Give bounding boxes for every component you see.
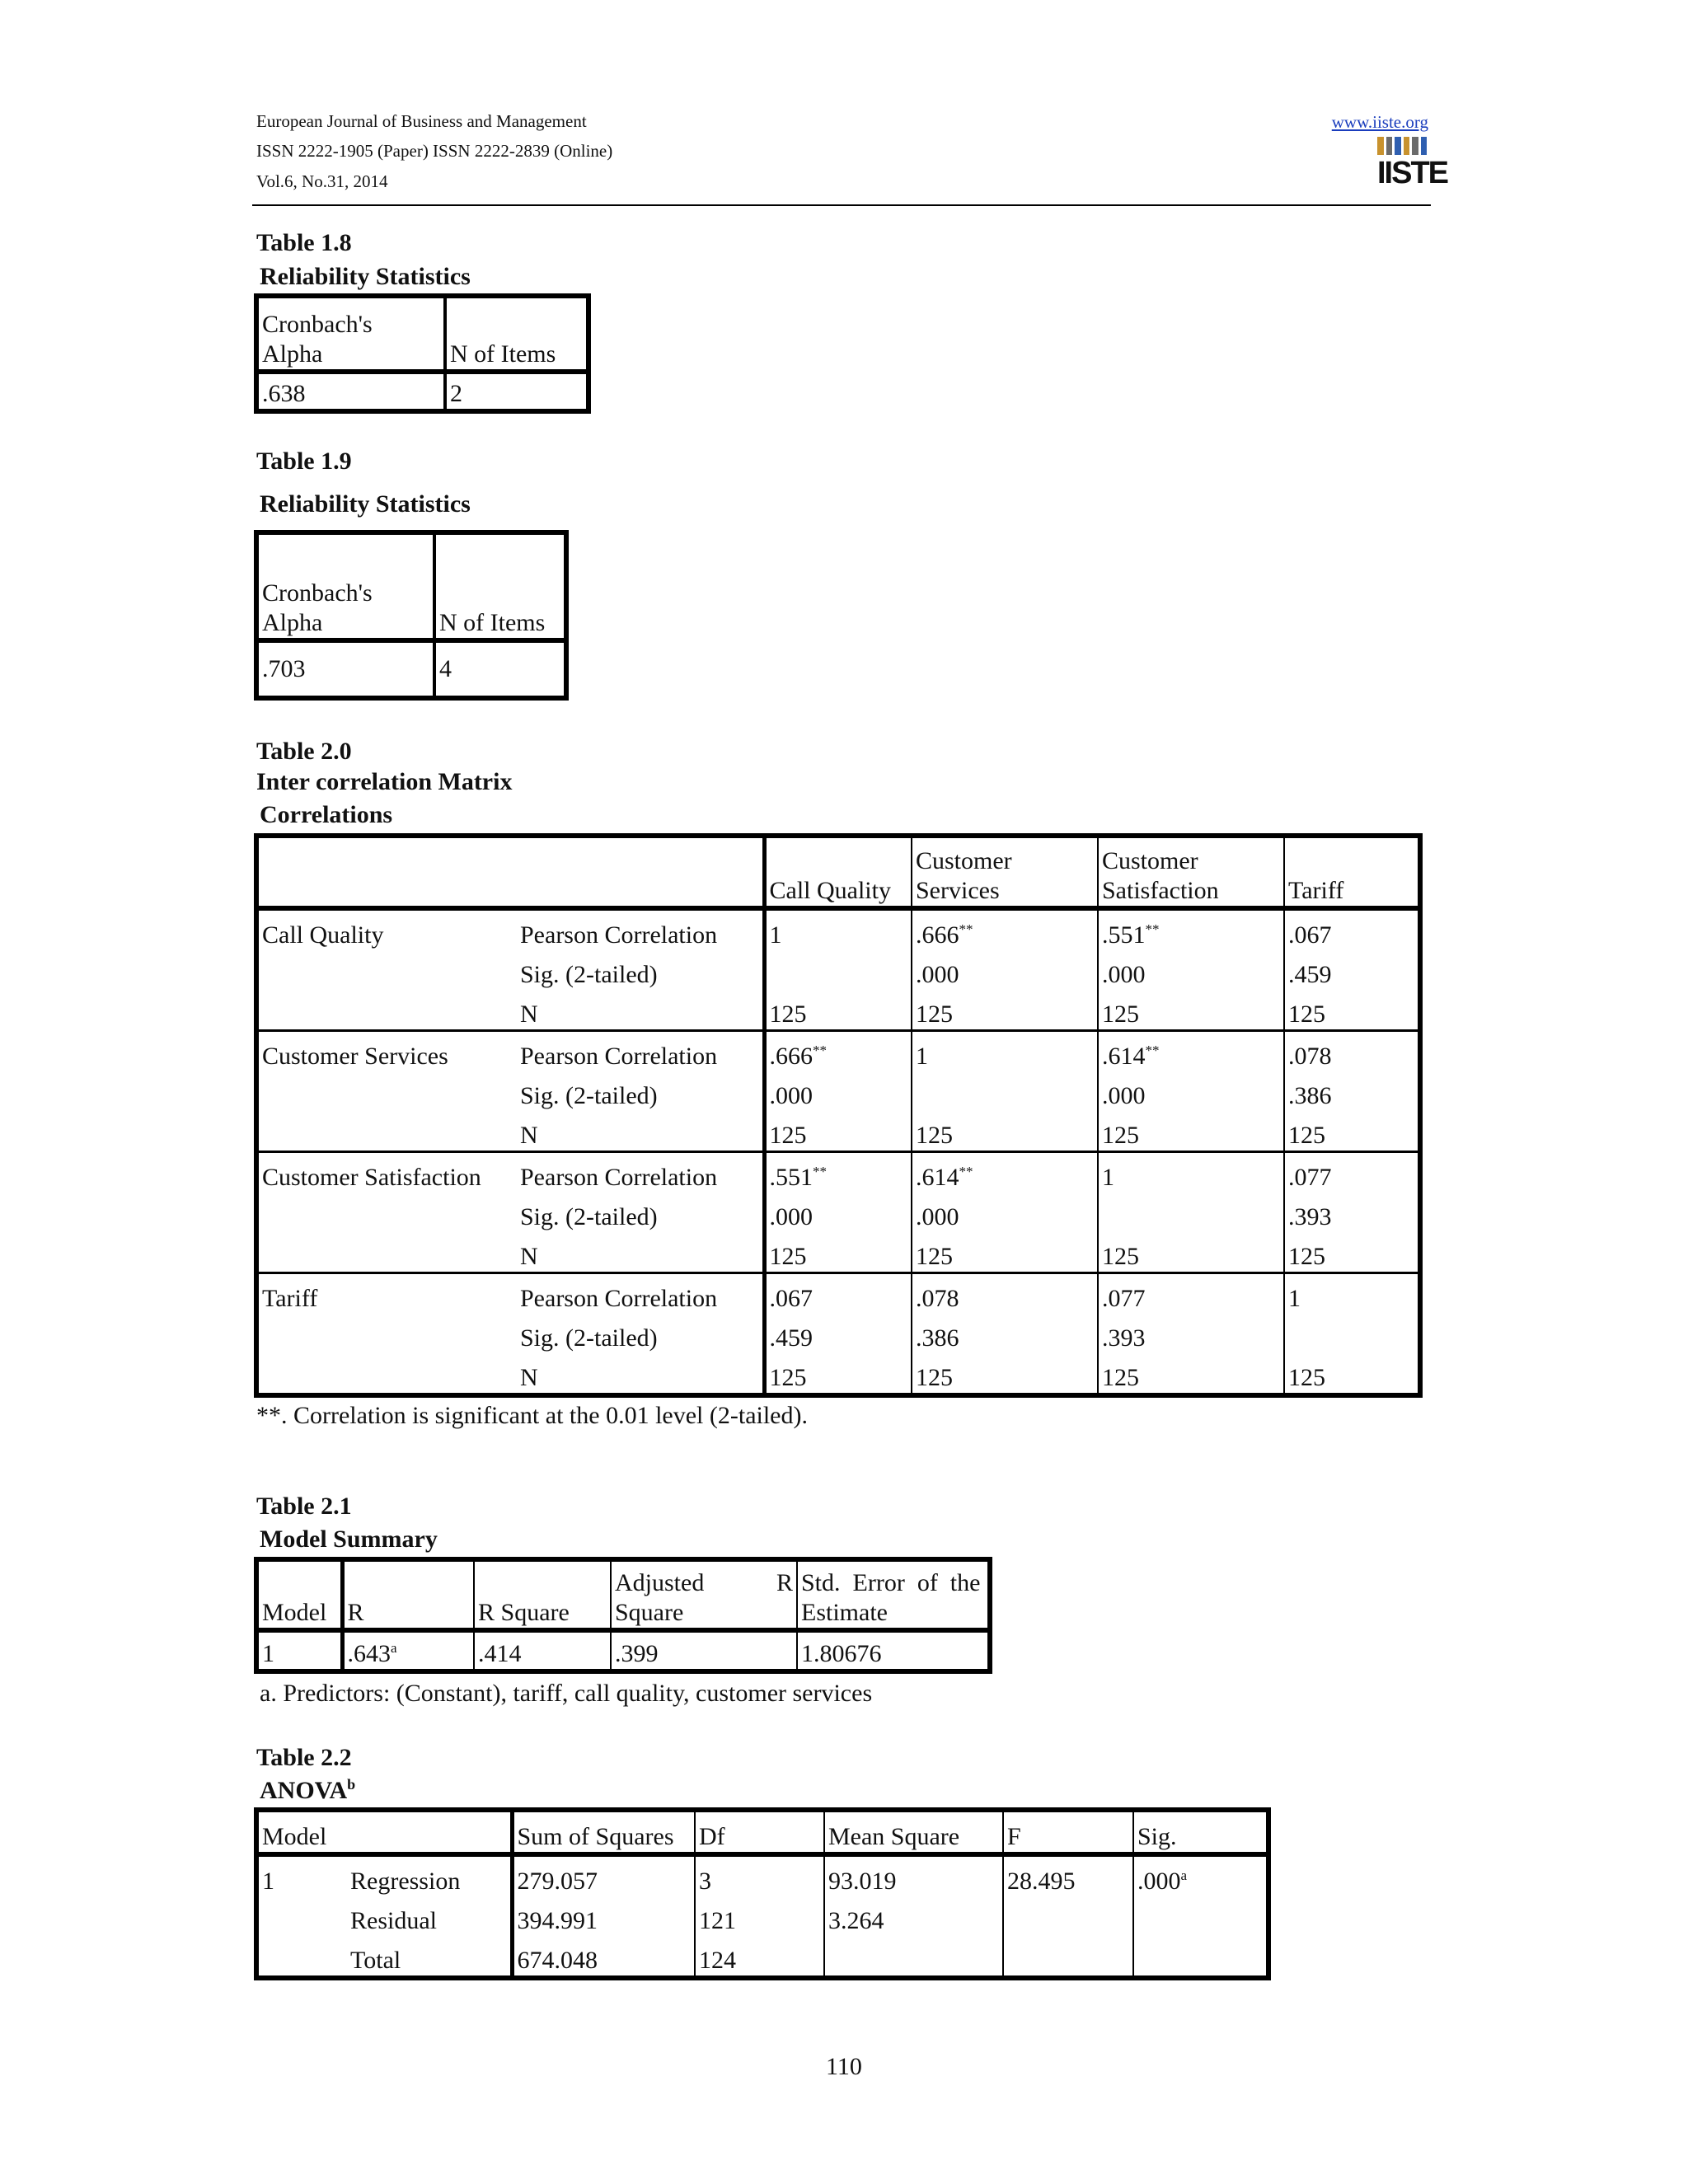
correlation-cell: 125	[764, 1353, 912, 1395]
table-2-0-subtitle: Inter correlation Matrix	[256, 768, 513, 795]
variable-label	[256, 1314, 517, 1353]
cell-sig	[1133, 1936, 1268, 1978]
cell-sig: .000$^a$	[1133, 1854, 1268, 1896]
table-1-9-title: Reliability Statistics	[260, 490, 471, 518]
header-tariff: Tariff	[1284, 836, 1420, 908]
table-row	[256, 1031, 1420, 1072]
correlation-cell: .067	[1284, 908, 1420, 950]
cell-sum-of-squares: 394.991	[512, 1896, 695, 1936]
table-row	[256, 1854, 1268, 1896]
header-std-error: Std. Error of the Estimate	[797, 1559, 990, 1630]
cell-model-number	[256, 1936, 347, 1978]
table-2-0-label: Table 2.0	[256, 738, 352, 765]
correlation-cell: .000	[1098, 1071, 1284, 1111]
statistic-label: N	[517, 990, 764, 1031]
table-1-9	[254, 530, 569, 701]
header-call-quality: Call Quality	[764, 836, 912, 908]
table-row	[256, 1152, 1420, 1193]
logo-bar	[1412, 137, 1418, 155]
volume-line: Vol.6, No.31, 2014	[256, 171, 388, 191]
correlation-cell: 125	[912, 990, 1098, 1031]
cell-f	[1003, 1896, 1133, 1936]
correlation-cell: 125	[764, 990, 912, 1031]
correlation-cell: .000	[912, 950, 1098, 990]
logo-bar	[1421, 137, 1428, 155]
correlation-cell: .393	[1284, 1193, 1420, 1232]
header-r-square: R Square	[474, 1559, 611, 1630]
table-row	[256, 1071, 1420, 1111]
correlation-cell: 125	[1284, 1353, 1420, 1395]
logo-bar	[1377, 137, 1384, 155]
correlation-cell: 1	[912, 1031, 1098, 1072]
cell-df: 121	[695, 1896, 824, 1936]
variable-label	[256, 1232, 517, 1273]
cell-r: .643$^a$	[342, 1630, 474, 1671]
correlation-cell: 125	[764, 1111, 912, 1152]
correlation-cell: 125	[912, 1232, 1098, 1273]
statistic-label: Sig. (2-tailed)	[520, 1203, 658, 1230]
statistic-label: N	[517, 1111, 764, 1152]
correlation-cell: .666**	[764, 1031, 912, 1072]
variable-label	[256, 990, 517, 1031]
logo-wordmark: IISTE	[1377, 156, 1448, 190]
variable-label	[256, 1353, 517, 1395]
correlation-cell: .077	[1284, 1152, 1420, 1193]
correlation-cell: .551**	[1098, 908, 1284, 950]
correlation-cell: 125	[764, 1232, 912, 1273]
correlation-cell	[1284, 1314, 1420, 1353]
statistic-label: Pearson Correlation	[520, 1164, 718, 1191]
table-row	[256, 1936, 1268, 1978]
correlation-cell: 125	[1098, 990, 1284, 1031]
correlation-cell: 125	[1098, 1232, 1284, 1273]
table-1-8-label: Table 1.8	[256, 229, 352, 256]
table-2-2-title: ANOVA$^b$	[260, 1776, 356, 1804]
table-row	[256, 1193, 1420, 1232]
correlation-header-row	[256, 836, 1420, 908]
header-n-of-items: N of Items	[434, 532, 566, 640]
header-n-of-items: N of Items	[445, 296, 588, 372]
table-1-8-title: Reliability Statistics	[260, 263, 471, 290]
header-f: F	[1003, 1810, 1133, 1854]
header-cronbach-alpha: Cronbach's Alpha	[256, 296, 445, 372]
table-row	[256, 908, 1420, 950]
statistic-label: Pearson Correlation	[520, 921, 718, 949]
cell-df: 3	[695, 1854, 824, 1896]
variable-label	[256, 1071, 517, 1111]
table-2-1-title: Model Summary	[260, 1526, 438, 1553]
iiste-logo	[1377, 137, 1448, 196]
cell-mean-square: 3.264	[824, 1896, 1003, 1936]
correlation-cell: 125	[1098, 1111, 1284, 1152]
cell-source: Residual	[350, 1907, 437, 1934]
correlation-cell: .386	[912, 1314, 1098, 1353]
statistic-label: Pearson Correlation	[520, 1285, 718, 1312]
cell-model-number	[256, 1896, 347, 1936]
correlation-cell: .000	[1098, 950, 1284, 990]
correlation-cell	[912, 1071, 1098, 1111]
logo-bar	[1395, 137, 1401, 155]
cell-sig	[1133, 1896, 1268, 1936]
correlation-cell: .666**	[912, 908, 1098, 950]
page-number: 110	[826, 2053, 862, 2080]
correlation-cell: .067	[764, 1273, 912, 1315]
table-row	[256, 1314, 1420, 1353]
table-row	[256, 1353, 1420, 1395]
variable-label: Tariff	[262, 1285, 318, 1312]
logo-bar	[1386, 137, 1393, 155]
table-2-1-label: Table 2.1	[256, 1493, 352, 1520]
cell-f: 28.495	[1003, 1854, 1133, 1896]
correlation-cell: 125	[912, 1111, 1098, 1152]
cell-source: Total	[350, 1947, 401, 1974]
header-customer-services: Customer Services	[912, 836, 1098, 908]
table-row	[256, 1630, 990, 1671]
table-2-0-title: Correlations	[260, 801, 393, 828]
correlation-cell	[1098, 1193, 1284, 1232]
correlation-cell: 125	[1284, 990, 1420, 1031]
cell-source: Regression	[350, 1868, 461, 1895]
correlation-cell: 125	[1284, 1111, 1420, 1152]
header-blank	[256, 836, 517, 908]
table-row	[256, 1111, 1420, 1152]
correlation-cell: .459	[764, 1314, 912, 1353]
variable-label	[256, 950, 517, 990]
table-row	[256, 950, 1420, 990]
correlation-cell: .614**	[912, 1152, 1098, 1193]
correlation-cell: 1	[1098, 1152, 1284, 1193]
correlation-cell: .551**	[764, 1152, 912, 1193]
cell-std-error: 1.80676	[797, 1630, 990, 1671]
table-1-9-label: Table 1.9	[256, 448, 352, 475]
correlation-cell: 1	[1284, 1273, 1420, 1315]
anova-table	[254, 1807, 1271, 1980]
correlation-cell: .614**	[1098, 1031, 1284, 1072]
cell-n-items-value: 4	[439, 655, 452, 682]
cell-model: 1	[262, 1640, 274, 1667]
header-sum-of-squares: Sum of Squares	[512, 1810, 695, 1854]
correlation-cell: 125	[1098, 1353, 1284, 1395]
journal-title: European Journal of Business and Management	[256, 111, 587, 131]
cell-r-square: .414	[474, 1630, 611, 1671]
variable-label	[256, 1111, 517, 1152]
cell-alpha-value: .703	[256, 640, 434, 698]
correlation-cell: .077	[1098, 1273, 1284, 1315]
correlation-cell: 1	[764, 908, 912, 950]
cell-sum-of-squares: 279.057	[512, 1854, 695, 1896]
correlation-cell: .000	[764, 1071, 912, 1111]
model-summary-table	[254, 1557, 992, 1674]
table-2-2-label: Table 2.2	[256, 1744, 352, 1771]
statistic-label: Sig. (2-tailed)	[520, 1324, 658, 1352]
correlation-cell: .459	[1284, 950, 1420, 990]
issn-line: ISSN 2222-1905 (Paper) ISSN 2222-2839 (Online)	[256, 141, 613, 161]
cell-df: 124	[695, 1936, 824, 1978]
correlation-cell: .078	[1284, 1031, 1420, 1072]
correlation-cell	[764, 950, 912, 990]
correlation-cell: .078	[912, 1273, 1098, 1315]
correlation-footnote: **. Correlation is significant at the 0.01 level (2-tailed).	[256, 1402, 808, 1429]
statistic-label: Sig. (2-tailed)	[520, 961, 658, 988]
header-mean-square: Mean Square	[824, 1810, 1003, 1854]
journal-url-link[interactable]: www.iiste.org	[1331, 112, 1428, 132]
logo-bars	[1377, 137, 1427, 155]
statistic-label: Sig. (2-tailed)	[520, 1082, 658, 1109]
logo-bar	[1404, 137, 1410, 155]
cell-mean-square: 93.019	[824, 1854, 1003, 1896]
cell-mean-square	[824, 1936, 1003, 1978]
cell-f	[1003, 1936, 1133, 1978]
model-summary-footnote: a. Predictors: (Constant), tariff, call quality, customer services	[260, 1680, 873, 1707]
variable-label: Call Quality	[262, 921, 384, 949]
correlation-cell: .000	[912, 1193, 1098, 1232]
anova-header-row	[256, 1810, 1268, 1854]
statistic-label: N	[517, 1232, 764, 1273]
header-model: Model	[256, 1810, 512, 1854]
header-r: R	[342, 1559, 474, 1630]
header-blank	[517, 836, 764, 908]
correlation-cell: 125	[1284, 1232, 1420, 1273]
header-model: Model	[256, 1559, 342, 1630]
statistic-label: Pearson Correlation	[520, 1043, 718, 1070]
correlation-cell: .393	[1098, 1314, 1284, 1353]
cell-alpha-value: .638	[256, 372, 445, 411]
table-row	[256, 990, 1420, 1031]
cell-adjusted-r-square: .399	[611, 1630, 797, 1671]
header-cronbach-alpha: Cronbach's Alpha	[256, 532, 434, 640]
header-rule	[252, 204, 1431, 206]
variable-label: Customer Services	[262, 1043, 448, 1070]
header-adjusted-r-square: Adjusted R Square	[611, 1559, 797, 1630]
correlation-cell: .386	[1284, 1071, 1420, 1111]
table-1-8	[254, 293, 591, 414]
cell-model-number: 1	[262, 1868, 274, 1895]
table-row	[256, 1896, 1268, 1936]
table-row	[256, 1273, 1420, 1315]
cell-n-items-value: 2	[450, 380, 462, 407]
variable-label	[256, 1193, 517, 1232]
table-row	[256, 1232, 1420, 1273]
header-df: Df	[695, 1810, 824, 1854]
statistic-label: N	[520, 1364, 538, 1391]
correlation-table	[254, 833, 1423, 1398]
header-sig: Sig.	[1133, 1810, 1268, 1854]
cell-sum-of-squares: 674.048	[512, 1936, 695, 1978]
variable-label: Customer Satisfaction	[262, 1164, 481, 1191]
header-customer-satisfaction: Customer Satisfaction	[1098, 836, 1284, 908]
correlation-cell: .000	[764, 1193, 912, 1232]
correlation-cell: 125	[912, 1353, 1098, 1395]
